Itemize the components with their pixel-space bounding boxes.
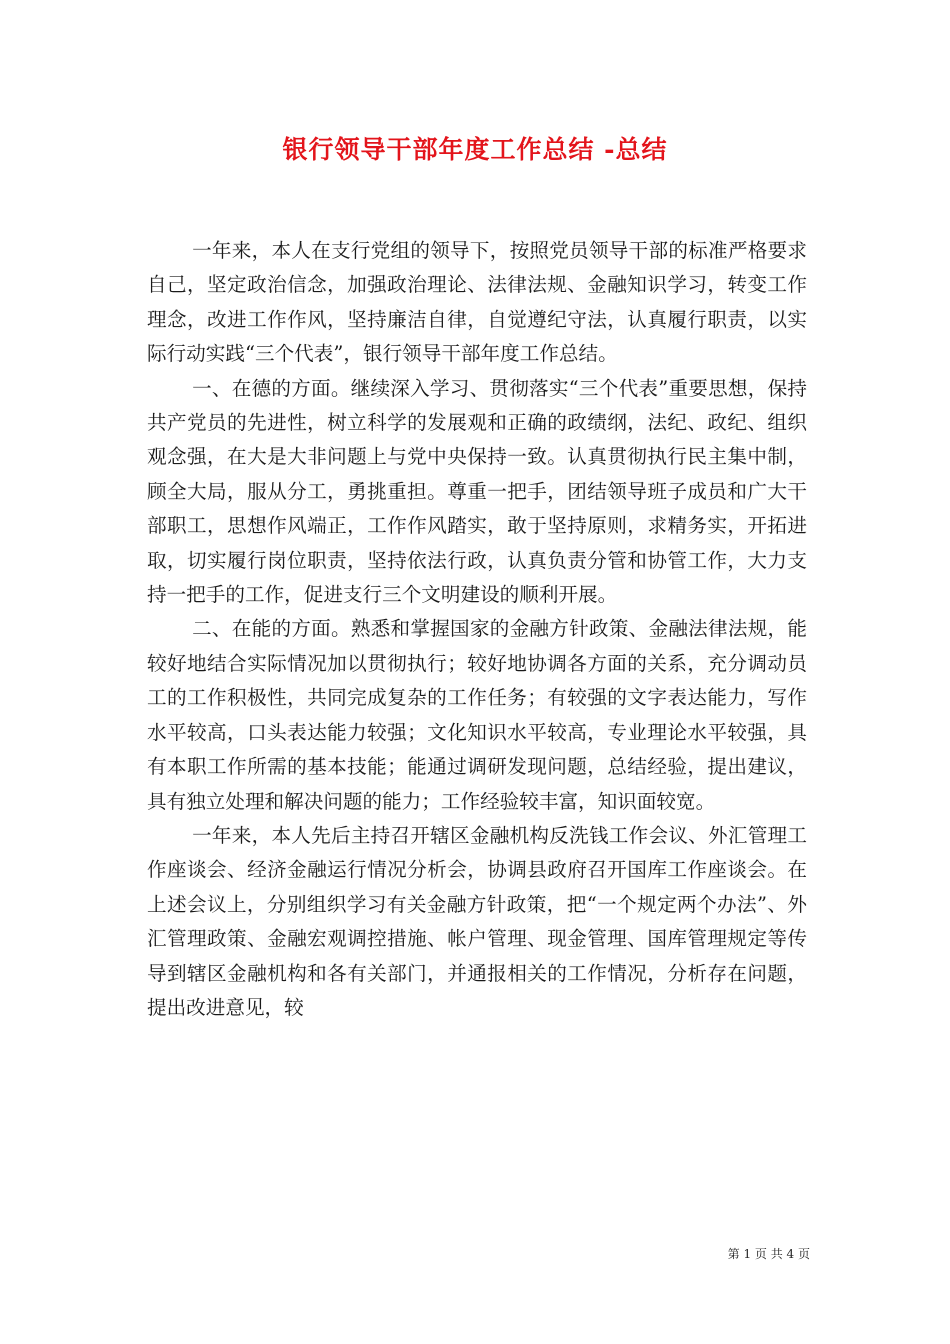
document-title: 银行领导干部年度工作总结 -总结 <box>282 135 668 164</box>
document-body <box>147 234 807 1025</box>
paragraph-intro: 一年来，本人在支行党组的领导下，按照党员领导干部的标准严格要求自己，坚定政治信念，加强政治理论、法律法规、金融知识学习，转变工作理念，改进工作作风，坚持廉洁自律，自觉遵纪守法，认真履行职责，以实际行动实践“三个代表”，银行领导干部年度工作总结。 <box>147 239 807 366</box>
page-number: 第 1 页 共 4 页 <box>727 1247 810 1261</box>
paragraph-morality: 一、在德的方面。继续深入学习、贯彻落实“三个代表”重要思想，保持共产党员的先进性，树立科学的发展观和正确的政绩纲，法纪、政纪、组织观念强，在大是大非问题上与党中央保持一致。认真贯彻执行民主集中制，顾全大局，服从分工，勇挑重担。尊重一把手，团结领导班子成员和广大干部职工，思想作风端正，工作作风踏实，敢于坚持原则，求精务实，开拓进取，切实履行岗位职责，坚持依法行政，认真负责分管和协管工作，大力支持一把手的工作，促进支行三个文明建设的顺利开展。 <box>147 376 807 607</box>
paragraph-ability: 二、在能的方面。熟悉和掌握国家的金融方针政策、金融法律法规，能较好地结合实际情况加以贯彻执行；较好地协调各方面的关系，充分调动员工的工作积极性，共同完成复杂的工作任务；有较强的文字表达能力，写作水平较高，口头表达能力较强；文化知识水平较高，专业理论水平较强，具有本职工作所需的基本技能；能通过调研发现问题，总结经验，提出建议，具有独立处理和解决问题的能力；工作经验较丰富，知识面较宽。 <box>147 617 807 813</box>
paragraph-meetings: 一年来，本人先后主持召开辖区金融机构反洗钱工作会议、外汇管理工作座谈会、经济金融运行情况分析会，协调县政府召开国库工作座谈会。在上述会议上，分别组织学习有关金融方针政策，把“一个规定两个办法”、外汇管理政策、金融宏观调控措施、帐户管理、现金管理、国库管理规定等传导到辖区金融机构和各有关部门，并通报相关的工作情况，分析存在问题，提出改进意见，较 <box>147 823 807 1019</box>
